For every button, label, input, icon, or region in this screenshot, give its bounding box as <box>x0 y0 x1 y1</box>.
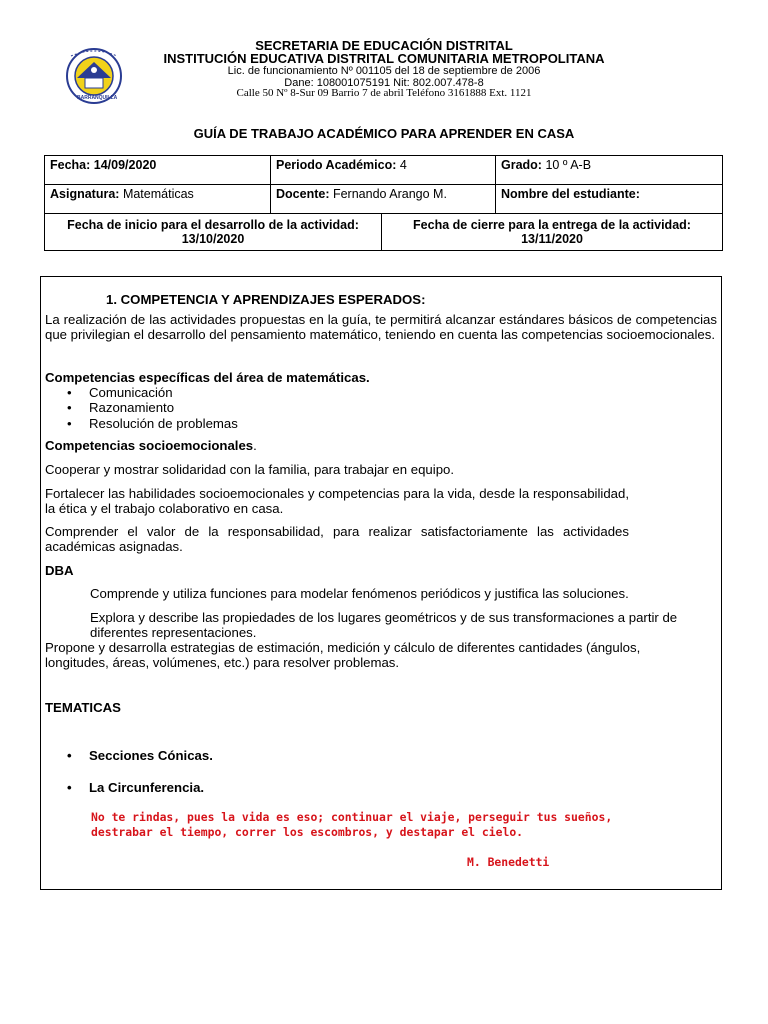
periodo-value: 4 <box>399 158 407 172</box>
dba-item-3: Propone y desarrolla estrategias de estimación, medición y cálculo de diferentes cantidades (ángulos, longitudes, áreas, volúmenes, etc.) para resolver problemas. <box>45 640 641 670</box>
fecha-value: 14/09/2020 <box>93 158 157 172</box>
estudiante-cell[interactable] <box>496 185 723 214</box>
socio-heading-period: . <box>253 438 257 453</box>
grado-label: Grado: <box>501 158 542 172</box>
start-date-label: Fecha de inicio para el desarrollo de la actividad: <box>67 218 359 232</box>
bullet-icon: • <box>67 416 72 431</box>
content-box <box>40 276 722 890</box>
section-heading: 1. COMPETENCIA Y APRENDIZAJES ESPERADOS: <box>106 292 426 307</box>
bullet-icon: • <box>67 748 72 763</box>
grado-cell <box>496 156 723 185</box>
socio-paragraph-3: Comprender el valor de la responsabilidad, para realizar satisfactoriamente las actividades académicas asignadas. <box>45 524 629 554</box>
bullet-label: Comunicación <box>89 385 173 400</box>
docente-cell <box>271 185 496 214</box>
periodo-label: Periodo Académico: <box>276 158 397 172</box>
end-date-block <box>382 214 722 250</box>
end-date-value: 13/11/2020 <box>521 232 583 246</box>
quote-author: M. Benedetti <box>467 855 550 869</box>
bullet-comunicacion <box>67 385 173 400</box>
logo-city-text: BARRANQUILLA <box>77 95 118 101</box>
school-logo <box>41 48 147 104</box>
bullet-razonamiento <box>67 400 174 415</box>
grado-value: 10 º A-B <box>545 158 592 172</box>
header-dane-nit: Dane: 108001075191 Nit: 802.007.478-8 <box>284 77 484 89</box>
end-date-label: Fecha de cierre para la entrega de la actividad: <box>413 218 691 232</box>
asignatura-cell <box>45 185 271 214</box>
docente-label: Docente: <box>276 187 330 201</box>
periodo-cell <box>271 156 496 185</box>
bullet-resolucion <box>67 416 238 431</box>
bullet-label: Razonamiento <box>89 400 175 415</box>
guide-title: GUÍA DE TRABAJO ACADÉMICO PARA APRENDER EN CASA <box>193 126 575 141</box>
fecha-cell <box>45 156 271 185</box>
tematica-secciones-conicas <box>67 748 213 763</box>
docente-value: Fernando Arango M. <box>332 187 447 201</box>
asignatura-value: Matemáticas <box>122 187 194 201</box>
bullet-icon: • <box>67 400 72 415</box>
dba-item-1: Comprende y utiliza funciones para modelar fenómenos periódicos y justifica las soluciones. <box>90 586 629 601</box>
header-license: Lic. de funcionamiento Nº 001105 del 18 de septiembre de 2006 <box>227 65 541 77</box>
dba-heading: DBA <box>45 563 74 578</box>
specific-competences-heading: Competencias específicas del área de matemáticas. <box>45 370 370 385</box>
dba-item-2: Explora y describe las propiedades de los lugares geométricos y de sus transformaciones a partir de diferentes representaciones. <box>90 610 678 640</box>
dates-cell <box>45 214 723 251</box>
info-table <box>44 155 723 251</box>
bullet-icon: • <box>67 780 72 795</box>
socio-heading-line <box>45 438 257 453</box>
socio-paragraph-2: Fortalecer las habilidades socioemocionales y competencias para la vida, desde la responsabilidad, la ética y el trabajo colaborativo en casa. <box>45 486 629 516</box>
motivational-quote: No te rindas, pues la vida es eso; continuar el viaje, perseguir tus sueños, destrabar el tiempo, correr los escombros, y destapar el cielo. <box>91 810 613 839</box>
header-institution: INSTITUCIÓN EDUCATIVA DISTRITAL COMUNITARIA METROPOLITANA <box>163 51 605 66</box>
fecha-label: Fecha: <box>50 158 91 172</box>
tematica-circunferencia <box>67 780 204 795</box>
bullet-icon: • <box>67 385 72 400</box>
socio-paragraph-1: Cooperar y mostrar solidaridad con la familia, para trabajar en equipo. <box>45 462 455 477</box>
asignatura-label: Asignatura: <box>50 187 120 201</box>
header-address: Calle 50 Nº 8-Sur 09 Barrio 7 de abril Teléfono 3161888 Ext. 1121 <box>236 87 532 99</box>
bullet-label: Resolución de problemas <box>89 416 238 431</box>
intro-paragraph: La realización de las actividades propuestas en la guía, te permitirá alcanzar estándares básicos de competencias que privilegian el desarrollo del pensamiento matemático, teniendo en cuenta las competencias socioemocionales. <box>45 312 717 342</box>
tematica-label: Secciones Cónicas. <box>89 748 213 763</box>
tematicas-heading: TEMATICAS <box>45 700 121 715</box>
header-secretaria: SECRETARIA DE EDUCACIÓN DISTRITAL <box>255 38 513 53</box>
start-date-block <box>45 214 382 250</box>
start-date-value: 13/10/2020 <box>181 232 245 246</box>
tematica-label: La Circunferencia. <box>89 780 205 795</box>
estudiante-label: Nombre del estudiante: <box>501 187 640 201</box>
socio-heading: Competencias socioemocionales <box>45 438 254 453</box>
